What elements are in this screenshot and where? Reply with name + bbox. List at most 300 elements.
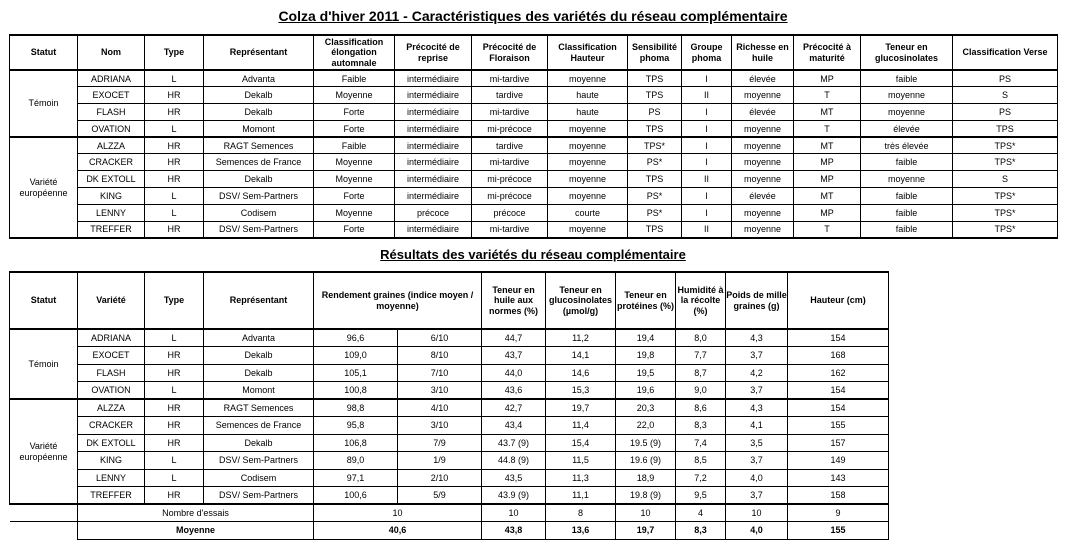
table-cell: HR — [145, 417, 204, 435]
variety-name-cell: FLASH — [78, 364, 145, 382]
variety-name-cell: EXOCET — [78, 87, 145, 104]
table-cell: PS* — [628, 188, 682, 205]
table-cell: TPS* — [628, 137, 682, 154]
table-cell: tardive — [472, 137, 548, 154]
summary-value: 40,6 — [314, 522, 482, 540]
table1-column-header: Classification Verse — [953, 35, 1058, 70]
characteristics-table — [9, 34, 1058, 239]
table-cell: L — [145, 469, 204, 487]
table-cell: 4,0 — [726, 469, 788, 487]
table-cell: 7,2 — [676, 469, 726, 487]
table1-column-header: Classification Hauteur — [548, 35, 628, 70]
table-cell: 43,6 — [482, 382, 546, 400]
table-cell: moyenne — [548, 154, 628, 171]
mean-row — [10, 522, 889, 540]
table-cell: MP — [794, 70, 861, 87]
variety-name-cell: ADRIANA — [78, 329, 145, 347]
table1-column-header: Teneur en glucosinolates — [861, 35, 953, 70]
table-cell: moyenne — [861, 171, 953, 188]
table-cell: Faible — [314, 137, 395, 154]
table-cell: faible — [861, 204, 953, 221]
table-cell: 15,3 — [546, 382, 616, 400]
table-cell: 5/9 — [398, 487, 482, 505]
table-cell: HR — [145, 104, 204, 121]
table-cell: 14,6 — [546, 364, 616, 382]
summary-value: 10 — [482, 504, 546, 522]
table-cell: mi-tardive — [472, 221, 548, 238]
table-cell: moyenne — [548, 221, 628, 238]
table-cell: 89,0 — [314, 452, 398, 470]
table-cell: HR — [145, 137, 204, 154]
summary-value: 19,7 — [616, 522, 676, 540]
variety-name-cell: DK EXTOLL — [78, 171, 145, 188]
table-cell: II — [682, 171, 732, 188]
table-cell: L — [145, 120, 204, 137]
table1-column-header: Nom — [78, 35, 145, 70]
table-cell: 19,4 — [616, 329, 676, 347]
table-cell: TPS — [628, 120, 682, 137]
table-cell: élevée — [732, 70, 794, 87]
table1-column-header: Statut — [10, 35, 78, 70]
table-cell: 8/10 — [398, 347, 482, 365]
table-cell: 19,5 — [616, 364, 676, 382]
table-cell: RAGT Semences — [204, 399, 314, 417]
table-cell: très élevée — [861, 137, 953, 154]
table-cell: précoce — [395, 204, 472, 221]
table-cell: 4,2 — [726, 364, 788, 382]
table-cell: TPS — [628, 171, 682, 188]
table1-column-header: Sensibilité phoma — [628, 35, 682, 70]
table-row — [10, 221, 1058, 238]
summary-value: 10 — [726, 504, 788, 522]
table-cell: intermédiaire — [395, 221, 472, 238]
table-cell: 2/10 — [398, 469, 482, 487]
table-cell: Momont — [204, 382, 314, 400]
table1-column-header: Précocité de reprise — [395, 35, 472, 70]
table-cell: 7/10 — [398, 364, 482, 382]
table-cell: DSV/ Sem-Partners — [204, 452, 314, 470]
table-cell: HR — [145, 487, 204, 505]
table-cell: DSV/ Sem-Partners — [204, 487, 314, 505]
table-cell: L — [145, 204, 204, 221]
table-cell: 4,1 — [726, 417, 788, 435]
table-cell: 43.7 (9) — [482, 434, 546, 452]
table-cell: 3,7 — [726, 382, 788, 400]
table-cell: Moyenne — [314, 204, 395, 221]
table-cell: mi-tardive — [472, 70, 548, 87]
table-cell: I — [682, 70, 732, 87]
table-cell: 168 — [788, 347, 889, 365]
variety-name-cell: ALZZA — [78, 399, 145, 417]
table-cell: T — [794, 221, 861, 238]
table-cell: faible — [861, 188, 953, 205]
table-cell: 8,6 — [676, 399, 726, 417]
table-cell: intermédiaire — [395, 137, 472, 154]
table-cell: Semences de France — [204, 417, 314, 435]
variety-name-cell: EXOCET — [78, 347, 145, 365]
table-cell: L — [145, 70, 204, 87]
table-cell: 149 — [788, 452, 889, 470]
table-cell: tardive — [472, 87, 548, 104]
table-cell: HR — [145, 434, 204, 452]
table-cell: TPS* — [953, 137, 1058, 154]
table-cell: intermédiaire — [395, 104, 472, 121]
table-cell: Moyenne — [314, 154, 395, 171]
table-cell: 154 — [788, 329, 889, 347]
table-cell: I — [682, 120, 732, 137]
table-cell: 44,0 — [482, 364, 546, 382]
table-cell: 97,1 — [314, 469, 398, 487]
table-cell: moyenne — [732, 221, 794, 238]
table2-header-row — [10, 272, 889, 329]
table-row — [10, 382, 889, 400]
variety-name-cell: LENNY — [78, 469, 145, 487]
table-cell: Advanta — [204, 70, 314, 87]
table2-column-header: Représentant — [204, 272, 314, 329]
table-cell: MT — [794, 137, 861, 154]
table-cell: I — [682, 137, 732, 154]
group-status-label: Variété européenne — [10, 399, 78, 504]
summary-value: 8,3 — [676, 522, 726, 540]
table-cell: Moyenne — [314, 171, 395, 188]
table-row — [10, 347, 889, 365]
table2-column-header: Hauteur (cm) — [788, 272, 889, 329]
table-cell: Dekalb — [204, 347, 314, 365]
table-cell: L — [145, 382, 204, 400]
table-cell: 11,5 — [546, 452, 616, 470]
table1-column-header: Type — [145, 35, 204, 70]
table-cell: 3/10 — [398, 382, 482, 400]
table-cell: PS — [953, 70, 1058, 87]
table-cell: 43,5 — [482, 469, 546, 487]
summary-value: 8 — [546, 504, 616, 522]
table1-column-header: Richesse en huile — [732, 35, 794, 70]
table-cell: moyenne — [548, 70, 628, 87]
table1-title: Colza d'hiver 2011 - Caractéristiques des variétés du réseau complémentaire — [278, 8, 788, 24]
table-cell: I — [682, 188, 732, 205]
table2-column-header: Poids de mille graines (g) — [726, 272, 788, 329]
table-cell: 7,7 — [676, 347, 726, 365]
table-cell: 3,7 — [726, 452, 788, 470]
table-cell: MT — [794, 188, 861, 205]
group-status-label: Témoin — [10, 329, 78, 399]
table-row — [10, 70, 1058, 87]
table-cell: 19,6 — [616, 382, 676, 400]
variety-name-cell: FLASH — [78, 104, 145, 121]
table-cell: 3,7 — [726, 487, 788, 505]
table-cell: Dekalb — [204, 87, 314, 104]
table-cell: S — [953, 171, 1058, 188]
table-cell: 20,3 — [616, 399, 676, 417]
table-cell: faible — [861, 221, 953, 238]
table-cell: 8,0 — [676, 329, 726, 347]
table-cell: TPS — [628, 87, 682, 104]
table-cell: 1/9 — [398, 452, 482, 470]
table1-column-header: Représentant — [204, 35, 314, 70]
table-cell: 95,8 — [314, 417, 398, 435]
variety-name-cell: TREFFER — [78, 487, 145, 505]
table-cell: 44,7 — [482, 329, 546, 347]
blank-cell — [10, 504, 78, 522]
table-cell: moyenne — [732, 87, 794, 104]
table-cell: 19.5 (9) — [616, 434, 676, 452]
table-cell: faible — [861, 70, 953, 87]
variety-name-cell: KING — [78, 452, 145, 470]
summary-value: 4 — [676, 504, 726, 522]
table-row — [10, 171, 1058, 188]
table1-column-header: Groupe phoma — [682, 35, 732, 70]
table-cell: moyenne — [548, 188, 628, 205]
variety-name-cell: DK EXTOLL — [78, 434, 145, 452]
table-cell: HR — [145, 87, 204, 104]
table-cell: Dekalb — [204, 434, 314, 452]
table-cell: 4/10 — [398, 399, 482, 417]
table-cell: HR — [145, 171, 204, 188]
table-cell: TPS — [628, 221, 682, 238]
table-cell: moyenne — [548, 120, 628, 137]
table2-column-header: Teneur en glucosinolates (µmol/g) — [546, 272, 616, 329]
table-cell: moyenne — [732, 204, 794, 221]
table-cell: haute — [548, 87, 628, 104]
table-cell: 154 — [788, 399, 889, 417]
table-cell: HR — [145, 347, 204, 365]
table-cell: 18,9 — [616, 469, 676, 487]
table-cell: 100,8 — [314, 382, 398, 400]
table-cell: moyenne — [861, 104, 953, 121]
table-row — [10, 154, 1058, 171]
table-cell: PS — [953, 104, 1058, 121]
results-table — [9, 271, 889, 540]
table-cell: Codisem — [204, 469, 314, 487]
table-cell: 7/9 — [398, 434, 482, 452]
table-cell: moyenne — [548, 137, 628, 154]
table-row — [10, 469, 889, 487]
table-cell: 15,4 — [546, 434, 616, 452]
table-cell: 154 — [788, 382, 889, 400]
table-row — [10, 399, 889, 417]
table-cell: 11,4 — [546, 417, 616, 435]
table-row — [10, 487, 889, 505]
table-cell: moyenne — [732, 120, 794, 137]
table-cell: mi-précoce — [472, 120, 548, 137]
table2-column-header: Variété — [78, 272, 145, 329]
table-cell: L — [145, 188, 204, 205]
table-cell: moyenne — [732, 154, 794, 171]
table2-title: Résultats des variétés du réseau complémentaire — [380, 247, 686, 262]
table-cell: I — [682, 104, 732, 121]
variety-name-cell: OVATION — [78, 120, 145, 137]
table-cell: MP — [794, 171, 861, 188]
table-cell: TPS* — [953, 188, 1058, 205]
table-cell: TPS — [953, 120, 1058, 137]
table-cell: 19,8 — [616, 347, 676, 365]
table-cell: 19.8 (9) — [616, 487, 676, 505]
table1-header-row — [10, 35, 1058, 70]
table-cell: L — [145, 452, 204, 470]
table-cell: 43.9 (9) — [482, 487, 546, 505]
table-cell: 9,5 — [676, 487, 726, 505]
table-cell: intermédiaire — [395, 120, 472, 137]
table-cell: intermédiaire — [395, 154, 472, 171]
table-cell: courte — [548, 204, 628, 221]
table-cell: PS* — [628, 154, 682, 171]
table-cell: Forte — [314, 221, 395, 238]
table-cell: mi-précoce — [472, 171, 548, 188]
table-cell: T — [794, 87, 861, 104]
table-cell: 158 — [788, 487, 889, 505]
table2-column-header: Statut — [10, 272, 78, 329]
table-cell: L — [145, 329, 204, 347]
table-cell: 3,5 — [726, 434, 788, 452]
essais-row — [10, 504, 889, 522]
table-cell: 11,2 — [546, 329, 616, 347]
variety-name-cell: KING — [78, 188, 145, 205]
variety-name-cell: ADRIANA — [78, 70, 145, 87]
table-cell: Semences de France — [204, 154, 314, 171]
table-row — [10, 417, 889, 435]
table-cell: 43,4 — [482, 417, 546, 435]
table-cell: mi-tardive — [472, 104, 548, 121]
variety-name-cell: OVATION — [78, 382, 145, 400]
table-cell: TPS* — [953, 154, 1058, 171]
table-cell: Forte — [314, 120, 395, 137]
table-cell: II — [682, 221, 732, 238]
table-cell: MT — [794, 104, 861, 121]
table-cell: 96,6 — [314, 329, 398, 347]
variety-name-cell: CRACKER — [78, 417, 145, 435]
table-row — [10, 364, 889, 382]
table-cell: 9,0 — [676, 382, 726, 400]
table-cell: élevée — [732, 188, 794, 205]
table-cell: Moyenne — [314, 87, 395, 104]
table-cell: T — [794, 120, 861, 137]
table-cell: moyenne — [732, 171, 794, 188]
variety-name-cell: CRACKER — [78, 154, 145, 171]
table-cell: intermédiaire — [395, 188, 472, 205]
table2-column-header: Rendement graines (indice moyen / moyenne) — [314, 272, 482, 329]
table-row — [10, 188, 1058, 205]
table-cell: moyenne — [732, 137, 794, 154]
summary-value: 155 — [788, 522, 889, 540]
table-cell: HR — [145, 399, 204, 417]
table-cell: élevée — [861, 120, 953, 137]
table-cell: 19,7 — [546, 399, 616, 417]
table-cell: 11,1 — [546, 487, 616, 505]
table-cell: DSV/ Sem-Partners — [204, 188, 314, 205]
table-cell: DSV/ Sem-Partners — [204, 221, 314, 238]
table-cell: Forte — [314, 188, 395, 205]
table-cell: 157 — [788, 434, 889, 452]
table1-column-header: Classification élongation automnale — [314, 35, 395, 70]
table-cell: moyenne — [861, 87, 953, 104]
table-cell: 155 — [788, 417, 889, 435]
table-cell: intermédiaire — [395, 87, 472, 104]
summary-value: 9 — [788, 504, 889, 522]
table2-column-header: Teneur en huile aux normes (%) — [482, 272, 546, 329]
table-row — [10, 137, 1058, 154]
table-cell: 14,1 — [546, 347, 616, 365]
blank-cell — [10, 522, 78, 540]
table-cell: II — [682, 87, 732, 104]
table-cell: 22,0 — [616, 417, 676, 435]
table-cell: S — [953, 87, 1058, 104]
table-cell: 4,3 — [726, 329, 788, 347]
table-cell: TPS* — [953, 204, 1058, 221]
table2-column-header: Teneur en protéines (%) — [616, 272, 676, 329]
table-row — [10, 329, 889, 347]
table-cell: I — [682, 154, 732, 171]
table-cell: PS — [628, 104, 682, 121]
summary-value: 10 — [314, 504, 482, 522]
table-cell: MP — [794, 204, 861, 221]
table-row — [10, 87, 1058, 104]
table-cell: 98,8 — [314, 399, 398, 417]
summary-label: Moyenne — [78, 522, 314, 540]
table-cell: 42,7 — [482, 399, 546, 417]
table-cell: 43,7 — [482, 347, 546, 365]
variety-name-cell: LENNY — [78, 204, 145, 221]
table-cell: 11,3 — [546, 469, 616, 487]
table-row — [10, 452, 889, 470]
table-cell: 8,5 — [676, 452, 726, 470]
table-cell: précoce — [472, 204, 548, 221]
summary-value: 10 — [616, 504, 676, 522]
table-cell: 8,7 — [676, 364, 726, 382]
table-cell: 7,4 — [676, 434, 726, 452]
table-cell: mi-tardive — [472, 154, 548, 171]
table-cell: 105,1 — [314, 364, 398, 382]
table-row — [10, 104, 1058, 121]
table-cell: Momont — [204, 120, 314, 137]
table-cell: 3,7 — [726, 347, 788, 365]
summary-label: Nombre d'essais — [78, 504, 314, 522]
table1-column-header: Précocité à maturité — [794, 35, 861, 70]
table1-column-header: Précocité de Floraison — [472, 35, 548, 70]
table-cell: TPS* — [953, 221, 1058, 238]
table-cell: faible — [861, 154, 953, 171]
variety-name-cell: TREFFER — [78, 221, 145, 238]
variety-name-cell: ALZZA — [78, 137, 145, 154]
table-cell: 19.6 (9) — [616, 452, 676, 470]
table-cell: 8,3 — [676, 417, 726, 435]
table-cell: 44.8 (9) — [482, 452, 546, 470]
table-cell: PS* — [628, 204, 682, 221]
group-status-label: Variété européenne — [10, 137, 78, 238]
table-cell: HR — [145, 364, 204, 382]
table-cell: HR — [145, 221, 204, 238]
table-cell: Forte — [314, 104, 395, 121]
table-cell: intermédiaire — [395, 70, 472, 87]
table-cell: 3/10 — [398, 417, 482, 435]
summary-value: 4,0 — [726, 522, 788, 540]
table-cell: Advanta — [204, 329, 314, 347]
table2-column-header: Humidité à la récolte (%) — [676, 272, 726, 329]
table-cell: Codisem — [204, 204, 314, 221]
table-cell: 100,6 — [314, 487, 398, 505]
table-row — [10, 120, 1058, 137]
table-cell: 106,8 — [314, 434, 398, 452]
table-cell: haute — [548, 104, 628, 121]
table-cell: MP — [794, 154, 861, 171]
table-cell: 4,3 — [726, 399, 788, 417]
table-cell: 6/10 — [398, 329, 482, 347]
group-status-label: Témoin — [10, 70, 78, 137]
table-cell: Faible — [314, 70, 395, 87]
table-cell: mi-précoce — [472, 188, 548, 205]
table-cell: élevée — [732, 104, 794, 121]
table-cell: Dekalb — [204, 104, 314, 121]
table-cell: TPS — [628, 70, 682, 87]
